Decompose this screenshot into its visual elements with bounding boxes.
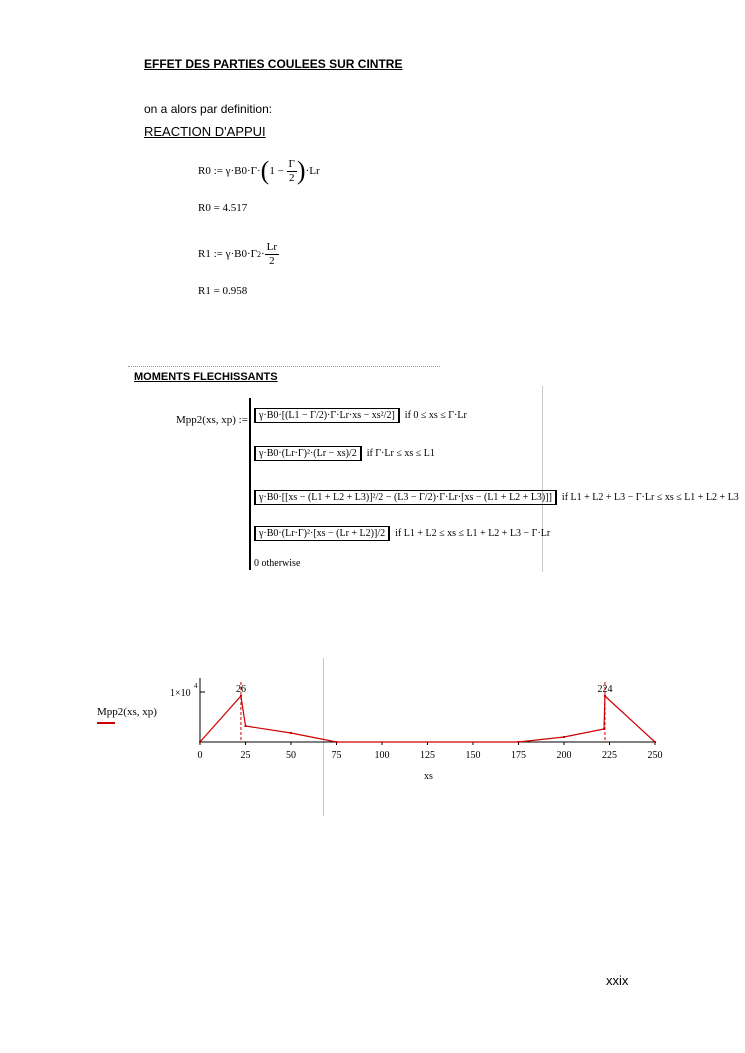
x-tick-label: 50 xyxy=(286,750,296,761)
x-axis-label: xs xyxy=(424,771,433,782)
region-separator xyxy=(128,366,440,367)
r0-factor: γ·B0·Γ· xyxy=(225,165,261,177)
page-number: xxix xyxy=(606,973,629,988)
r1-exponent: 2 xyxy=(257,249,261,259)
chart-y-label: Mpp2(xs, xp) xyxy=(97,706,157,718)
y-tick-label: 1×10 xyxy=(170,688,191,699)
intro-text: on a alors par definition: xyxy=(144,102,273,116)
r1-result: R1 = 0.958 xyxy=(198,285,248,297)
data-point xyxy=(199,741,201,743)
case-2-expr: γ·B0·(Lr·Γ)²·(Lr − xs)/2 xyxy=(254,446,362,461)
r0-one-minus: 1 − xyxy=(269,165,284,177)
case-1-expr: γ·B0·[(L1 − Γ/2)·Γ·Lr·xs − xs²/2] xyxy=(254,408,400,423)
r1-fraction-den: 2 xyxy=(269,254,275,267)
x-tick-label: 150 xyxy=(465,750,481,761)
x-tick-label: 25 xyxy=(240,750,251,761)
x-tick-label: 75 xyxy=(331,750,342,761)
y-label-underline xyxy=(97,722,115,724)
case-3-cond: if L1 + L2 + L3 − Γ·Lr ≤ xs ≤ L1 + L2 + L3 xyxy=(561,491,739,503)
case-3 xyxy=(254,490,739,505)
section-title: EFFET DES PARTIES COULEES SUR CINTRE xyxy=(144,57,403,71)
case-4-cond: if L1 + L2 ≤ xs ≤ L1 + L2 + L3 − Γ·Lr xyxy=(395,527,551,539)
case-2 xyxy=(254,446,435,461)
case-3-expr: γ·B0·[[xs − (L1 + L2 + L3)]²/2 − (L3 − Γ/2)·Γ·Lr·[xs − (L1 + L2 + L3)]] xyxy=(254,490,557,505)
r1-fraction-num: Lr xyxy=(266,240,278,253)
data-point xyxy=(518,741,520,743)
case-4-expr: γ·B0·(Lr·Γ)²·[xs − (Lr + L2)]/2 xyxy=(254,526,390,541)
r0-result: R0 = 4.517 xyxy=(198,202,248,214)
chart-plot-area xyxy=(170,678,663,782)
x-tick-label: 175 xyxy=(511,750,526,761)
piecewise-brace xyxy=(249,398,251,570)
r0-tail: ·Lr xyxy=(305,165,320,177)
reaction-subtitle: REACTION D'APPUI xyxy=(144,124,266,139)
case-1-cond: if 0 ≤ xs ≤ Γ·Lr xyxy=(404,409,467,421)
data-point xyxy=(245,725,247,727)
case-5: 0 otherwise xyxy=(254,558,301,569)
mpp2-lhs: Mpp2(xs, xp) := xyxy=(176,414,248,426)
x-tick-label: 100 xyxy=(374,750,390,761)
marker-label: 224 xyxy=(597,684,613,695)
r1-fraction xyxy=(265,241,279,268)
r1-factor: γ·B0·Γ xyxy=(225,248,257,260)
r0-lhs: R0 := xyxy=(198,165,223,177)
data-point xyxy=(290,732,292,734)
moments-title: MOMENTS FLECHISSANTS xyxy=(134,371,278,383)
data-point xyxy=(336,741,338,743)
data-point xyxy=(654,741,656,743)
y-tick-exponent: 4 xyxy=(194,682,198,690)
case-4 xyxy=(254,526,550,541)
mpp2-chart xyxy=(160,670,680,785)
case-1 xyxy=(254,408,467,423)
r0-fraction-num: Γ xyxy=(288,157,295,170)
case-2-cond: if Γ·Lr ≤ xs ≤ L1 xyxy=(366,447,435,459)
r1-lhs: R1 := xyxy=(198,248,223,260)
x-tick-label: 125 xyxy=(420,750,435,761)
data-point xyxy=(240,695,242,697)
data-point xyxy=(563,736,565,738)
x-tick-label: 0 xyxy=(197,750,203,761)
x-tick-label: 225 xyxy=(602,750,617,761)
data-point xyxy=(604,695,606,697)
marker-label: 26 xyxy=(235,684,246,695)
series-line xyxy=(200,696,655,742)
r0-fraction-den: 2 xyxy=(288,171,295,184)
data-point xyxy=(603,728,605,730)
left-paren-icon: ( xyxy=(260,156,270,185)
x-tick-label: 200 xyxy=(556,750,572,761)
r0-definition xyxy=(198,155,320,187)
piecewise-cases xyxy=(254,400,739,572)
r0-fraction xyxy=(287,158,297,185)
x-tick-label: 250 xyxy=(647,750,663,761)
r1-definition: R1 := γ·B0·Γ 2 · $\frac{Lr}{2}$ xyxy=(198,240,278,267)
right-paren-icon: ) xyxy=(296,156,306,185)
